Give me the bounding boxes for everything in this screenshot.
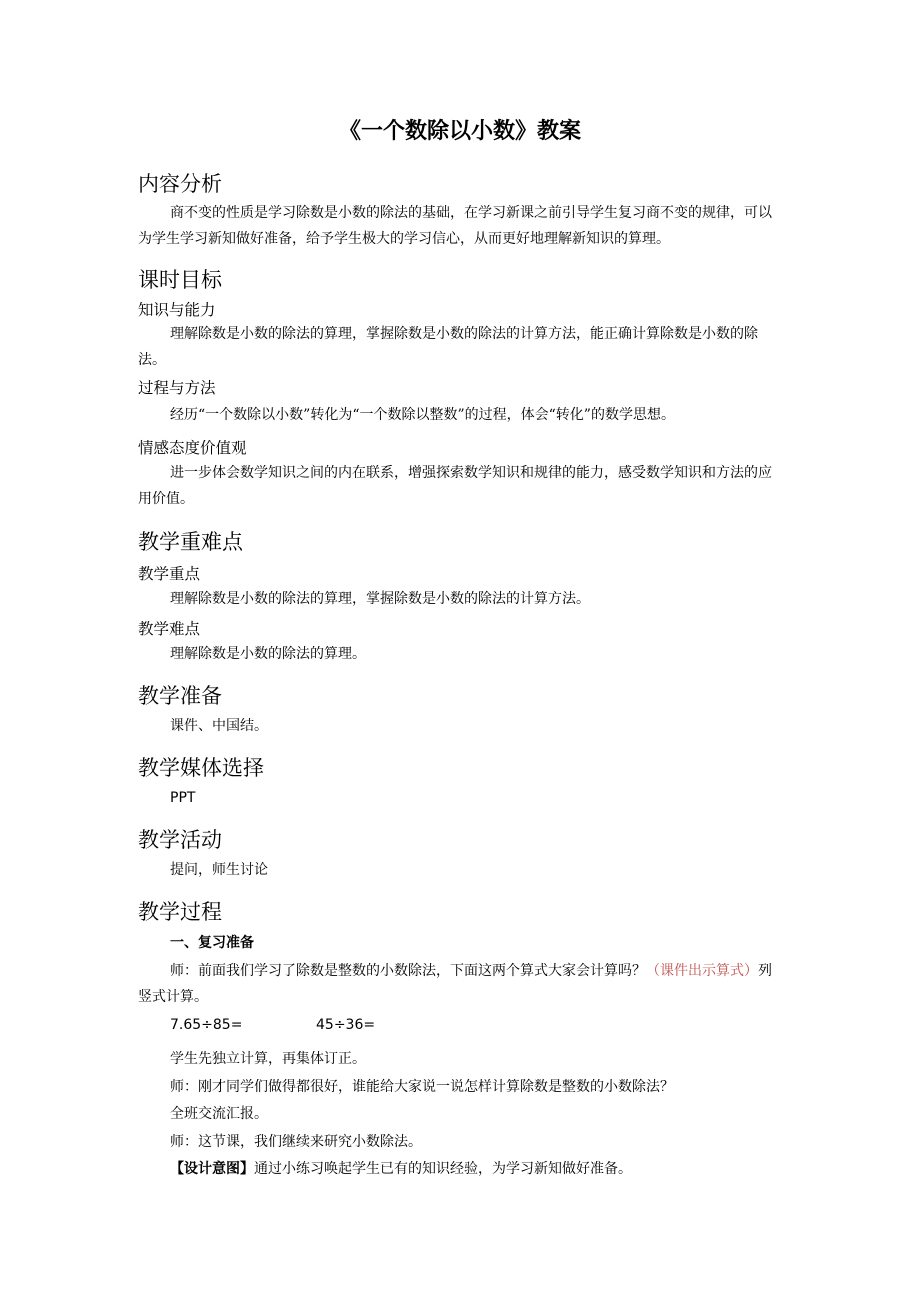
heading-objectives: 课时目标 — [138, 268, 222, 292]
paragraph-knowledge: 理解除数是小数的除法的算理，掌握除数是小数的除法的计算方法，能正确计算除数是小数的除法。 — [138, 326, 758, 368]
heading-activity: 教学活动 — [138, 828, 222, 852]
paragraph-process-method: 经历“一个数除以小数”转化为“一个数除以整数”的过程，体会“转化”的数学思想。 — [170, 407, 675, 423]
paragraph-independent-calc: 学生先独立计算，再集体订正。 — [170, 1051, 366, 1067]
paragraph-difficulty: 理解除数是小数的除法的算理。 — [170, 646, 366, 662]
paragraph-teacher-praise: 师：刚才同学们做得都很好，谁能给大家说一说怎样计算除数是整数的小数除法？ — [170, 1079, 674, 1095]
heading-media: 教学媒体选择 — [138, 756, 264, 780]
heading-key-points: 教学重难点 — [138, 530, 243, 554]
subheading-process-method: 过程与方法 — [138, 379, 216, 397]
vertical-calc-instruction: 列竖式计算。 — [138, 963, 772, 1005]
subheading-difficulty: 教学难点 — [138, 620, 201, 638]
heading-content-analysis: 内容分析 — [138, 172, 222, 196]
step-review-preparation: 一、复习准备 — [170, 935, 254, 951]
paragraph-continue-study: 师：这节课，我们继续来研究小数除法。 — [170, 1134, 422, 1150]
paragraph-media: PPT — [170, 790, 196, 806]
teacher-question-text: 师：前面我们学习了除数是整数的小数除法，下面这两个算式大家会计算吗？ — [170, 963, 646, 979]
document-title: 《一个数除以小数》教案 — [338, 119, 581, 144]
paragraph-class-report: 全班交流汇报。 — [170, 1106, 268, 1122]
subheading-emotion: 情感态度价值观 — [138, 439, 247, 457]
heading-teaching-process: 教学过程 — [138, 900, 222, 924]
equation-1: 7.65÷85= — [170, 1017, 243, 1033]
paragraph-preparation: 课件、中国结。 — [170, 718, 268, 734]
paragraph-emotion: 进一步体会数学知识之间的内在联系，增强探索数学知识和规律的能力，感受数学知识和方法的应用价值。 — [138, 465, 772, 507]
subheading-knowledge: 知识与能力 — [138, 301, 216, 319]
paragraph-teacher-question — [138, 958, 780, 1010]
paragraph-focus: 理解除数是小数的除法的算理，掌握除数是小数的除法的计算方法。 — [170, 591, 590, 607]
subheading-focus: 教学重点 — [138, 565, 201, 583]
courseware-note: （课件出示算式） — [646, 963, 758, 979]
heading-preparation: 教学准备 — [138, 684, 222, 708]
design-intent-text: 通过小练习唤起学生已有的知识经验，为学习新知做好准备。 — [254, 1161, 632, 1177]
design-intent-label: 【设计意图】 — [170, 1161, 254, 1177]
paragraph-activity: 提问，师生讨论 — [170, 862, 268, 878]
paragraph-design-intent — [170, 1156, 632, 1182]
equation-2: 45÷36= — [316, 1017, 376, 1033]
paragraph-content-analysis: 商不变的性质是学习除数是小数的除法的基础，在学习新课之前引导学生复习商不变的规律，可以为学生学习新知做好准备，给予学生极大的学习信心，从而更好地理解新知识的算理。 — [138, 205, 772, 247]
